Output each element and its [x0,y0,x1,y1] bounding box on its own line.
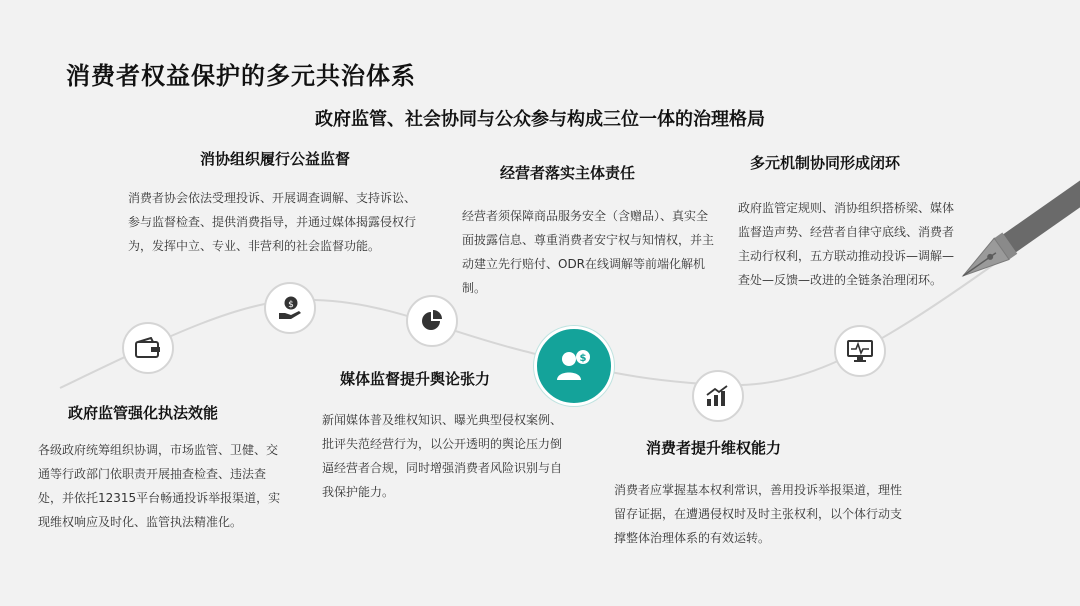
money-hand-icon [264,282,316,334]
svg-text:$: $ [288,300,294,310]
government-title: 政府监管强化执法效能 [68,404,219,422]
media-title: 媒体监督提升舆论张力 [340,370,491,388]
consumer-assoc-text: 消费者协会依法受理投诉、开展调查调解、支持诉讼、参与监督检查、提供消费指导，并通过媒体揭露侵权行为，发挥中立、专业、非营利的社会监督功能。 [128,191,417,253]
multi-text: 政府监管定规则、消协组织搭桥梁、媒体监督造声势、经营者自律守底线、消费者主动行权利，五方联动推动投诉—调解—查处—反馈—改进的全链条治理闭环。 [738,201,955,287]
consumer-assoc-title: 消协组织履行公益监督 [200,150,351,168]
svg-text:$: $ [579,353,587,364]
person-dollar-icon [534,326,614,406]
media-text: 新闻媒体普及维权知识、曝光典型侵权案例、批评失范经营行为，以公开透明的舆论压力倒逼经营者合规，同时增强消费者风险识别与自我保护能力。 [322,413,563,499]
page-subtitle: 政府监管、社会协同与公众参与构成三位一体的治理格局 [315,109,765,130]
page-title: 消费者权益保护的多元共治体系 [66,62,416,90]
pie-chart-icon [406,295,458,347]
business-text: 经营者须保障商品服务安全（含赠品）、真实全面披露信息、尊重消费者安宁权与知情权，并主动建立先行赔付、ODR在线调解等前端化解机制。 [462,209,715,295]
business-title: 经营者落实主体责任 [500,164,636,182]
fountain-pen-icon [956,176,1080,286]
multi-title: 多元机制协同形成闭环 [750,154,901,172]
bar-chart-icon [692,370,744,422]
consumer-text: 消费者应掌握基本权利常识，善用投诉举报渠道，理性留存证据，在遭遇侵权时及时主张权利，以个体行动支撑整体治理体系的有效运转。 [614,483,903,545]
monitor-pulse-icon [834,325,886,377]
wallet-icon [122,322,174,374]
consumer-title: 消费者提升维权能力 [646,439,782,457]
government-text: 各级政府统筹组织协调，市场监管、卫健、交通等行政部门依职责开展抽查检查、违法查处，并依托12315平台畅通投诉举报渠道，实现维权响应及时化、监管执法精准化。 [38,443,281,529]
